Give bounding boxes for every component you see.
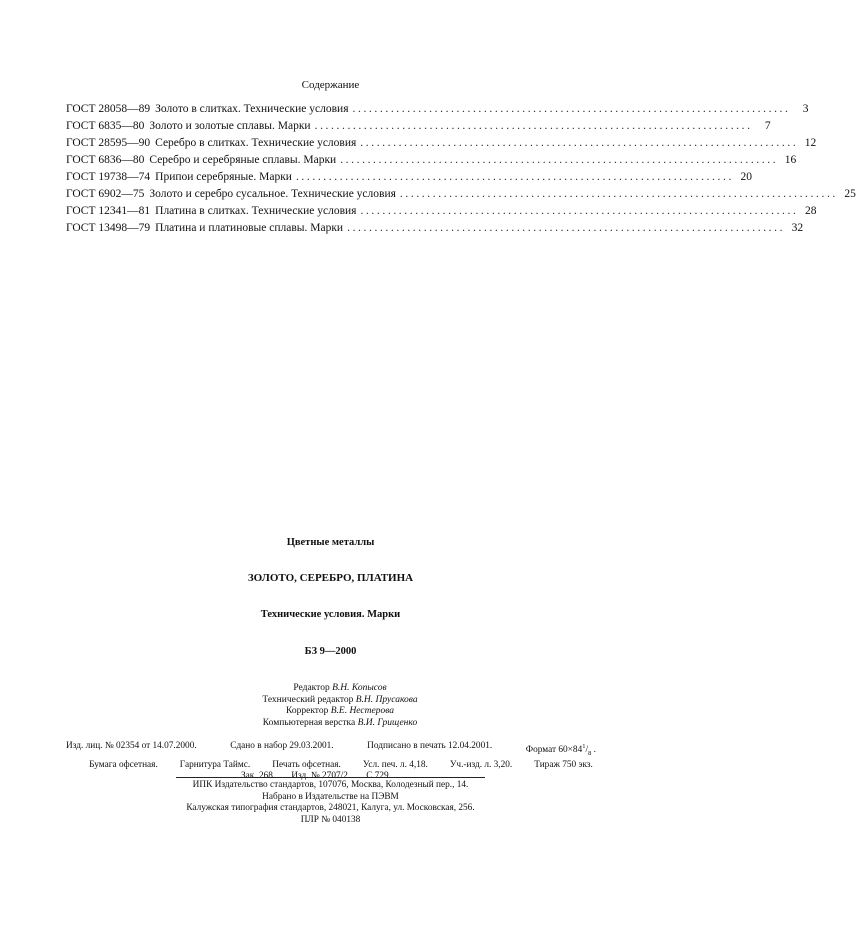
credit-role: Компьютерная верстка [262, 717, 356, 728]
toc-entry-page: 20 [740, 171, 752, 183]
credit-name: В.И. Грищенко [357, 717, 418, 728]
toc-entry-code: ГОСТ 28595—90 [66, 137, 151, 149]
toc-entry [66, 135, 817, 152]
credit-name: В.Н. Прусакова [355, 694, 418, 705]
toc-entry-name: Платина в слитках. Технические условия [155, 205, 357, 217]
toc-entry-page: 28 [804, 205, 817, 217]
signed-date-text: Подписано в печать 12.04.2001. [367, 741, 493, 751]
credit-name: В.Е. Нестерова [330, 706, 395, 716]
toc-entry-name: Припои серебряные. Марки [155, 171, 292, 183]
toc-entry-code: ГОСТ 19738—74 [66, 171, 151, 183]
category-heading: Цветные металлы [286, 537, 375, 548]
toc-entry [66, 186, 856, 203]
credit-row [220, 718, 460, 730]
toc-leader-dots: ................................................................................ [295, 171, 734, 183]
toc-leader-dots: ................................................................................ [347, 222, 786, 234]
toc-entry [66, 118, 771, 135]
toc-entry [66, 152, 797, 169]
credit-row [220, 683, 460, 695]
toc-entry-code: ГОСТ 6835—80 [66, 120, 145, 132]
toc-leader-dots: ................................................................................ [352, 103, 791, 115]
typeface-text: Гарнитура Таймс. [179, 759, 251, 770]
imprint-line [66, 760, 596, 772]
toc-leader-dots: ................................................................................ [399, 188, 838, 200]
format-text: Формат $60\times 84^1/_8$ . [525, 743, 596, 757]
toc-entry-name: Серебро и серебряные сплавы. Марки [149, 154, 337, 166]
printer-address: Калужская типография стандартов, 248021, Калуга, ул. Московская, 256. [186, 803, 475, 814]
toc-entry-name: Золото и золотые сплавы. Марки [149, 120, 311, 132]
toc-entry-code: ГОСТ 28058—89 [66, 103, 151, 115]
credit-row [220, 706, 460, 718]
credit-role: Корректор [285, 706, 329, 716]
table-of-contents [66, 101, 856, 237]
credit-row [220, 695, 460, 707]
toc-entry-code: ГОСТ 13498—79 [66, 222, 151, 234]
credit-role: Редактор [293, 683, 330, 693]
toc-entry [66, 169, 752, 186]
divider-line [176, 777, 485, 778]
toc-entry-name: Серебро в слитках. Технические условия [155, 137, 357, 149]
edit-sheets-text: Уч.-изд. л. 3,20. [449, 759, 513, 770]
book-title: ЗОЛОТО, СЕРЕБРО, ПЛАТИНА [247, 572, 414, 584]
paper-text: Бумага офсетная. [89, 759, 158, 770]
bz-number: БЗ 9—2000 [304, 646, 357, 657]
toc-entry-page: 32 [791, 222, 804, 234]
toc-entry-name: Золото и серебро сусальное. Технические условия [149, 188, 396, 200]
toc-entry-page: 25 [844, 188, 856, 200]
book-subtitle: Технические условия. Марки [260, 609, 401, 620]
credit-role: Технический редактор [262, 694, 354, 705]
toc-entry [66, 220, 804, 237]
imprint-line [66, 741, 596, 760]
toc-entry [66, 203, 817, 220]
credit-name: В.Н. Копысов [332, 683, 387, 693]
order-text: Зак. 268. [241, 771, 276, 782]
toc-entry-page: 7 [764, 120, 771, 132]
plr-number: ПЛР № 040138 [300, 814, 361, 825]
toc-leader-dots: ................................................................................ [314, 120, 753, 132]
toc-entry-code: ГОСТ 12341—81 [66, 205, 151, 217]
toc-entry-page: 16 [784, 154, 797, 166]
credits-block [220, 683, 460, 729]
toc-leader-dots: ................................................................................ [360, 205, 799, 217]
toc-entry-page: 12 [804, 137, 817, 149]
toc-title: Содержание [301, 79, 360, 91]
toc-entry-name: Золото в слитках. Технические условия [155, 103, 349, 115]
toc-entry-page: 3 [802, 103, 809, 115]
toc-entry-name: Платина и платиновые сплавы. Марки [155, 222, 344, 234]
publisher-block [0, 780, 661, 826]
license-text: Изд. лиц. № 02354 от 14.07.2000. [66, 741, 197, 751]
set-date-text: Сдано в набор 29.03.2001. [230, 741, 334, 751]
c-number-text: С 729. [366, 771, 391, 782]
toc-leader-dots: ................................................................................ [360, 137, 799, 149]
toc-entry-code: ГОСТ 6902—75 [66, 188, 145, 200]
print-sheets-text: Усл. печ. л. 4,18. [362, 759, 428, 770]
toc-leader-dots: ................................................................................ [340, 154, 779, 166]
circulation-text: Тираж 750 экз. [534, 759, 593, 770]
printing-text: Печать офсетная. [272, 759, 341, 770]
publisher-address: ИПК Издательство стандартов, 107076, Москва, Колодезный пер., 14. [192, 780, 469, 790]
pub-number-text: Изд. № 2707/2. [291, 771, 351, 782]
typeset-note: Набрано в Издательстве на ПЭВМ [262, 791, 399, 802]
toc-entry [66, 101, 809, 118]
toc-entry-code: ГОСТ 6836—80 [66, 154, 145, 166]
